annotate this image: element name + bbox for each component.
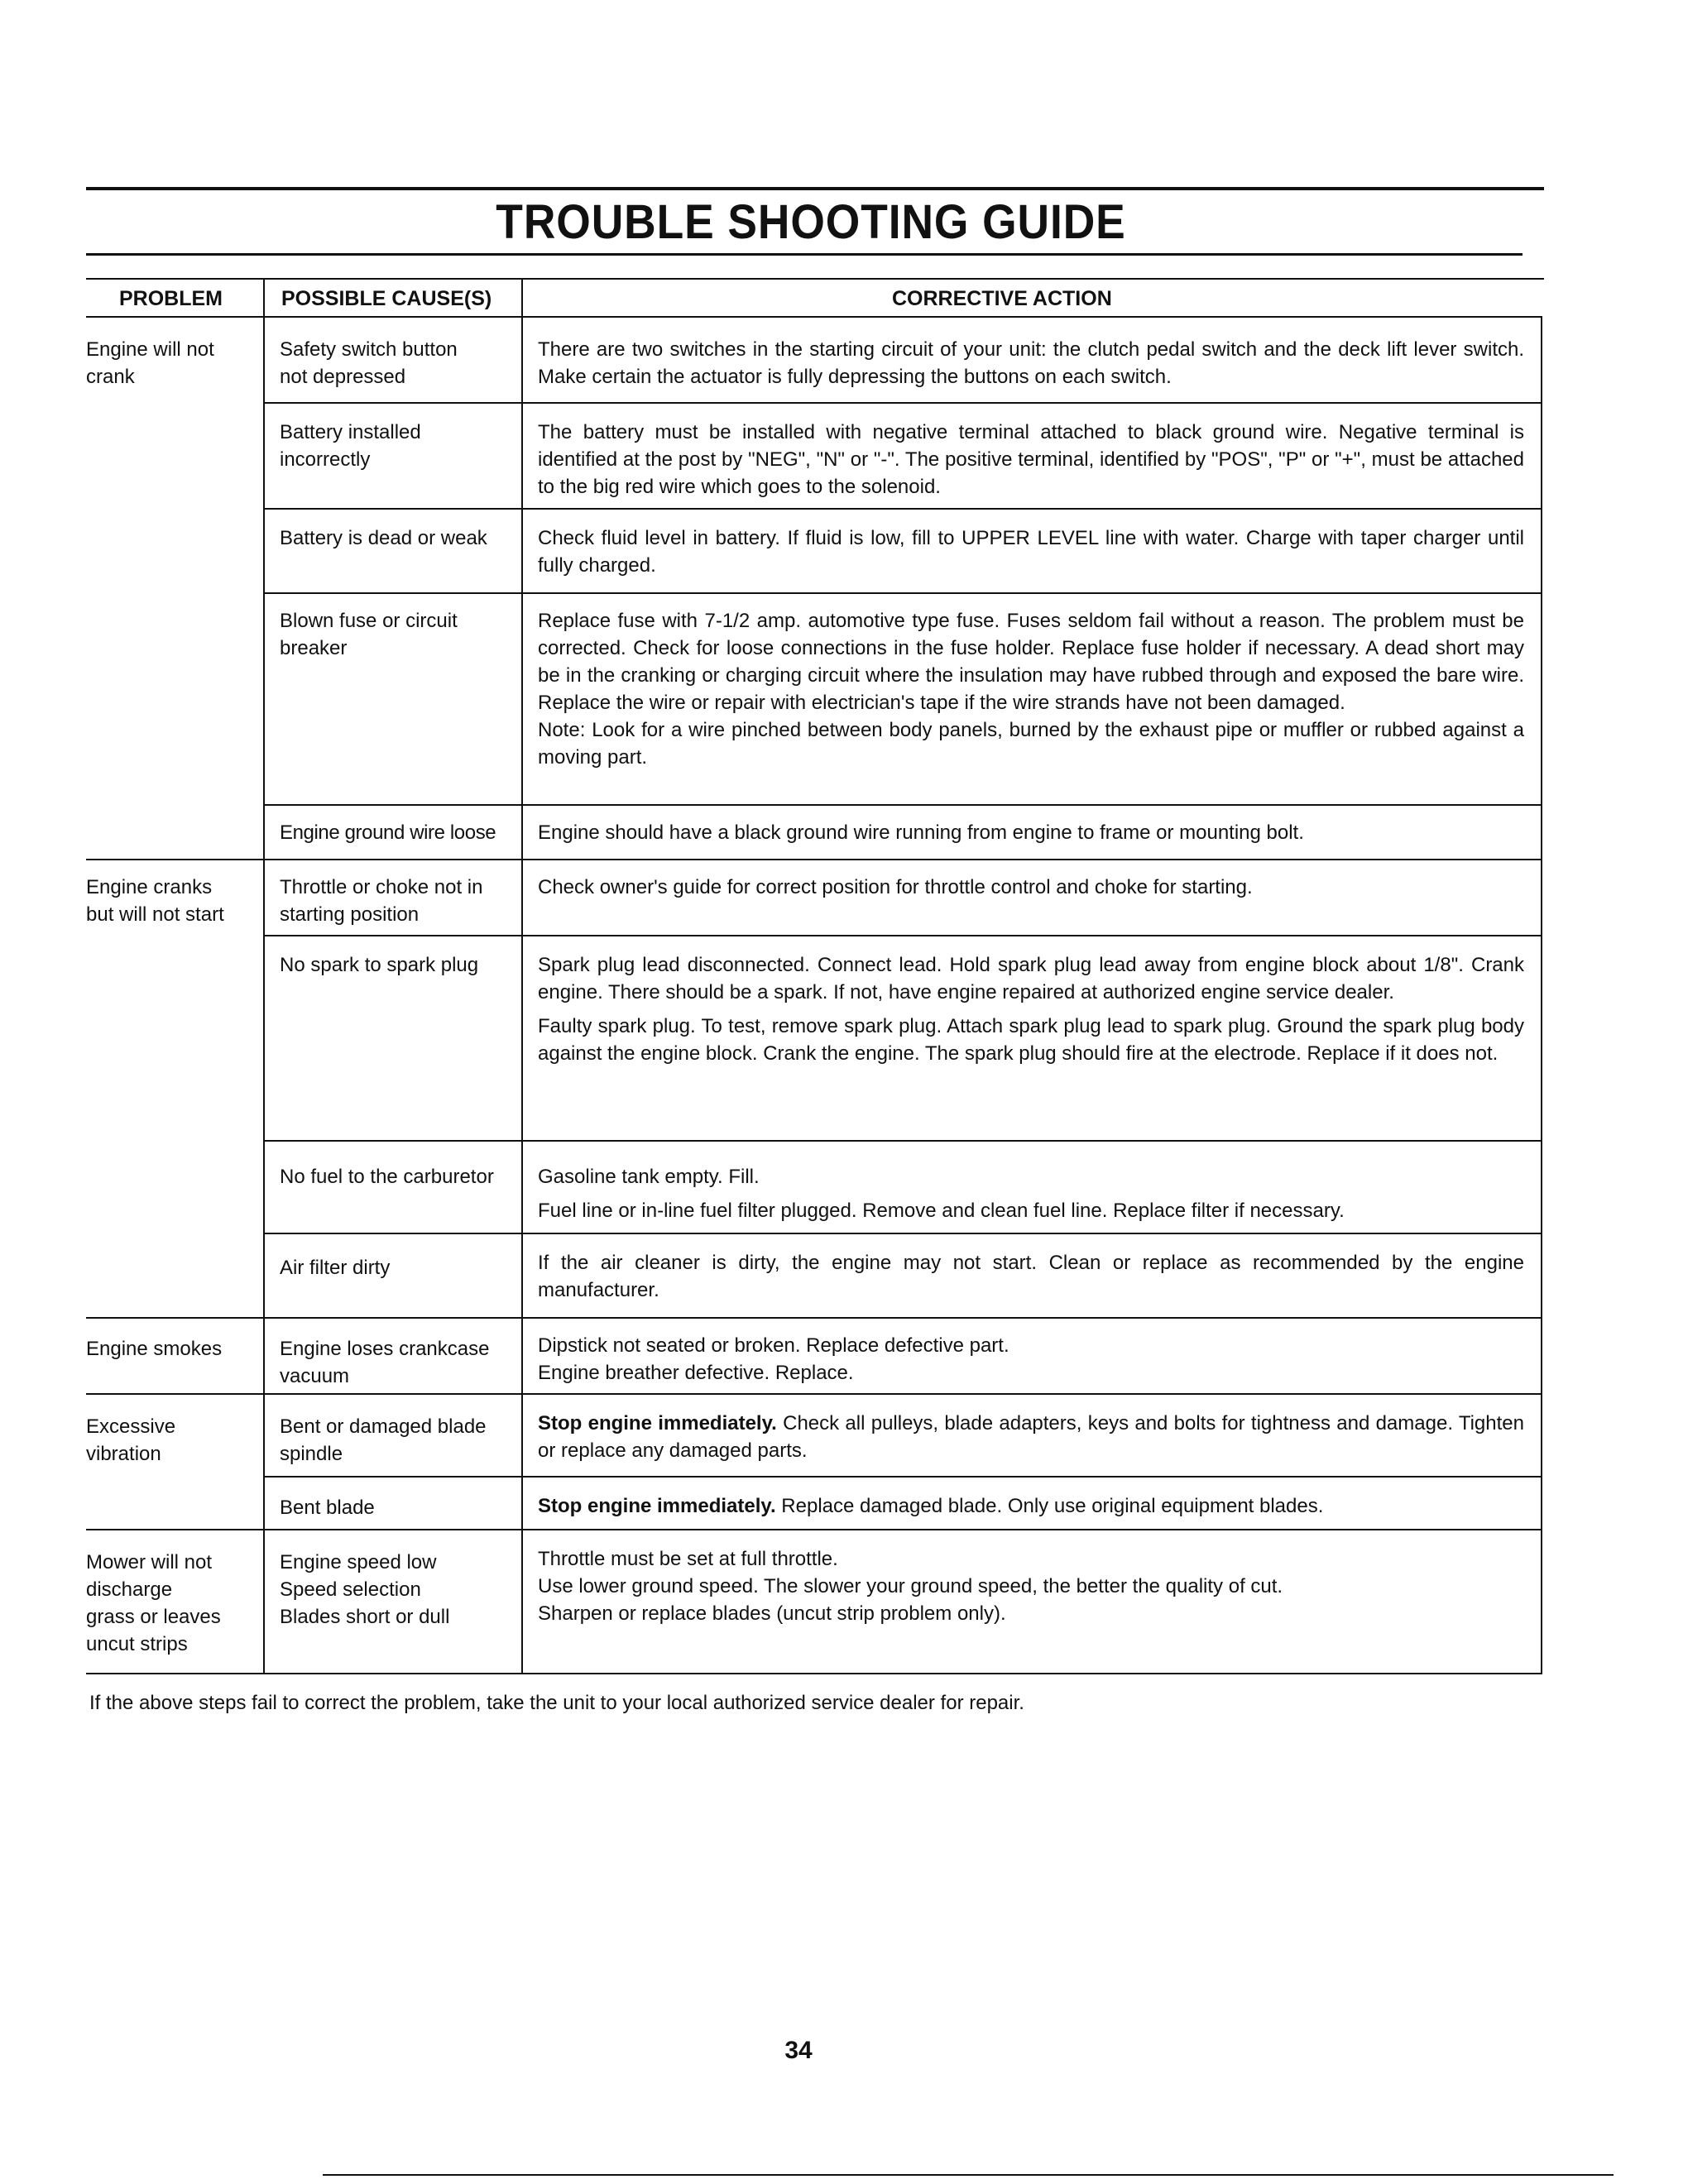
row-separator [263,935,1542,936]
action-throttle-choke [538,874,1524,901]
table-bottom-rule [86,1673,1542,1674]
action-air-filter [538,1249,1524,1304]
row-separator [263,508,1542,510]
row-separator [86,1317,1542,1319]
action-text: Fuel line or in-line fuel filter plugged. Remove and clean fuel line. Replace filter if necessary. [538,1200,1345,1222]
row-separator [263,592,1542,594]
cause-bent-spindle: Bent or damaged blade spindle [280,1415,487,1465]
action-battery-dead [538,524,1524,579]
action-text: Faulty spark plug. To test, remove spark plug. Attach spark plug lead to spark plug. Ground the spark plug body against the engine block. Crank the engine. The spark plug should fire at the electrode. Replace if it does not. [538,1015,1524,1065]
cause-mower-discharge: Engine speed low Speed selection Blades short or dull [280,1551,450,1628]
action-text: Gasoline tank empty. Fill. [538,1166,760,1188]
action-text: Replace damaged blade. Only use original equipment blades. [781,1495,1324,1517]
row-separator [86,1393,1542,1395]
action-text: Check fluid level in battery. If fluid is low, fill to UPPER LEVEL line with water. Charge with taper charger until fully charged. [538,527,1524,577]
action-text: Check owner's guide for correct position for throttle control and choke for starting. [538,876,1253,898]
action-ground-wire [538,819,1524,846]
action-text: Engine should have a black ground wire running from engine to frame or mounting bolt. [538,821,1304,844]
action-bent-blade [538,1492,1524,1520]
action-text: There are two switches in the starting circuit of your unit: the clutch pedal switch and the deck lift lever switch. Make certain the actuator is fully depressing the buttons on each switch. [538,338,1524,388]
row-separator [86,859,1542,860]
row-separator [86,1529,1542,1530]
action-text: Dipstick not seated or broken. Replace defective part. Engine breather defective. Replace. [538,1334,1009,1384]
page-title: TROUBLE SHOOTING GUIDE [496,195,1126,249]
action-no-fuel [538,1163,1524,1224]
action-note: Note: Look for a wire pinched between body panels, burned by the exhaust pipe or muffler or rubbed against a moving part. [538,719,1524,769]
cause-crankcase-vacuum: Engine loses crankcase vacuum [280,1338,490,1387]
row-separator [263,1140,1542,1142]
row-separator [263,402,1542,404]
problem-engine-smokes: Engine smokes [86,1338,223,1360]
cause-air-filter: Air filter dirty [280,1257,391,1279]
cause-battery-installed: Battery installed incorrectly [280,421,421,471]
action-mower-discharge [538,1545,1524,1627]
cause-ground-wire: Engine ground wire loose [280,821,496,844]
table-right-border [1541,318,1542,1674]
cause-no-fuel: No fuel to the carburetor [280,1166,494,1188]
action-text: Check all pulleys, blade adapters, keys and bolts for tightness and damage. Tighten or replace any damaged parts. [538,1412,1524,1462]
divider-problem-cause [263,280,265,1674]
row-separator [263,1233,1542,1234]
cause-throttle-choke: Throttle or choke not in starting position [280,876,483,926]
action-safety-switch [538,336,1524,390]
stop-engine-warning: Stop engine immediately. [538,1412,777,1434]
column-header-action: CORRECTIVE ACTION [892,287,1112,310]
cause-blown-fuse: Blown fuse or circuit breaker [280,610,458,659]
action-text: Spark plug lead disconnected. Connect lead. Hold spark plug lead away from engine block about 1/8". Crank engine. There should be a spark. If not, have engine repaired at authorized engine service dealer. [538,954,1524,1003]
action-blown-fuse [538,607,1524,771]
cause-battery-dead: Battery is dead or weak [280,527,487,549]
action-bent-spindle [538,1410,1524,1464]
action-text: Throttle must be set at full throttle. Use lower ground speed. The slower your ground speed, the better the quality of cut. Sharpen or replace blades (uncut strip problem only). [538,1548,1283,1625]
problem-engine-cranks-no-start: Engine cranks but will not start [86,876,224,926]
column-header-problem: PROBLEM [119,287,223,310]
cause-bent-blade: Bent blade [280,1497,375,1519]
cause-no-spark: No spark to spark plug [280,954,479,976]
action-no-spark [538,951,1524,1067]
row-separator [263,804,1542,806]
stop-engine-warning: Stop engine immediately. [538,1495,776,1517]
bottom-page-rule [323,2174,1614,2176]
action-battery-installed [538,419,1524,500]
cause-safety-switch: Safety switch button not depressed [280,338,458,388]
action-text: If the air cleaner is dirty, the engine may not start. Clean or replace as recommended by the engine manufacturer. [538,1252,1524,1301]
header-bottom-rule [86,316,1542,318]
row-separator [263,1476,1542,1478]
header-top-rule [86,278,1544,280]
action-text [538,1492,1524,1520]
action-text [538,1410,1524,1464]
page-number: 34 [784,2037,813,2064]
action-text: The battery must be installed with negative terminal attached to black ground wire. Negative terminal is identified at the post by "NEG", "N" or "-". The positive terminal, identified by "POS", "P" or "+", must be attached to the big red wire which goes to the solenoid. [538,421,1524,498]
footer-note: If the above steps fail to correct the problem, take the unit to your local authorized service dealer for repair. [89,1692,1024,1714]
column-header-cause: POSSIBLE CAUSE(S) [281,287,492,310]
action-text: Replace fuse with 7-1/2 amp. automotive type fuse. Fuses seldom fail without a reason. The problem must be corrected. Check for loose connections in the fuse holder. Replace fuse holder if necessary. A dead short may be in the cranking or charging circuit where the insulation may have rubbed through and exposed the bare wire. Replace the wire or repair with electrician's tape if the wire strands have not been damaged. [538,610,1524,714]
action-crankcase-vacuum [538,1332,1524,1387]
title-underline [86,253,1523,256]
problem-excessive-vibration: Excessive vibration [86,1415,176,1465]
problem-mower-will-not-discharge: Mower will not discharge grass or leaves uncut strips [86,1551,221,1655]
problem-engine-will-not-crank: Engine will not crank [86,338,214,388]
top-rule [86,187,1544,190]
